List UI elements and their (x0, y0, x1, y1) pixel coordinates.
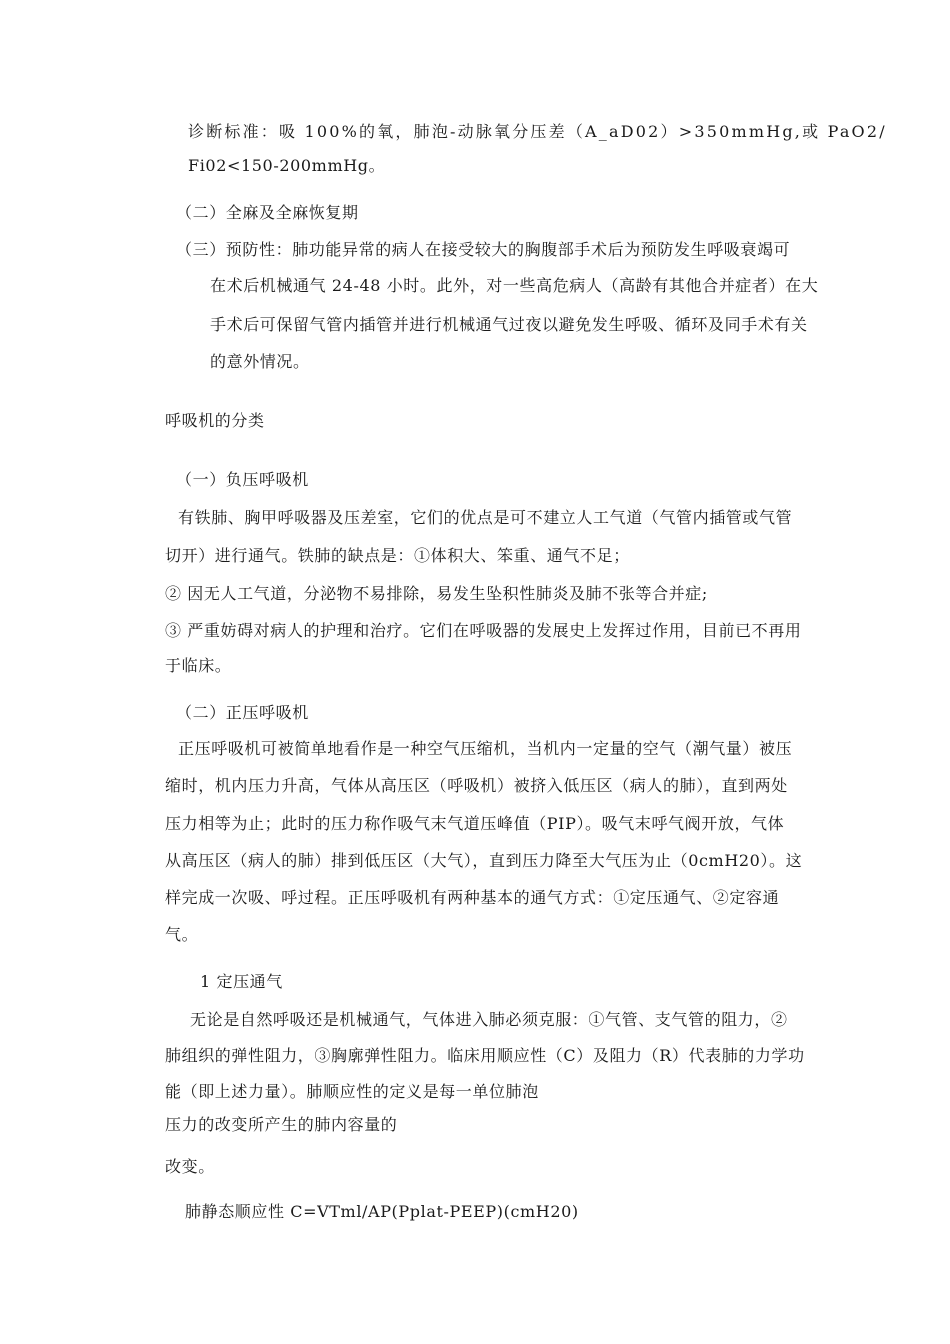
pressure-ventilation-line-5: 改变。 (165, 1157, 215, 1176)
positive-pressure-line-4: 从高压区（病人的肺）排到低压区（大气），直到压力降至大气压为止（0cmH20）。这 (165, 851, 803, 870)
positive-pressure-line-2: 缩时，机内压力升高，气体从高压区（呼吸机）被挤入低压区（病人的肺），直到两处 (165, 776, 788, 795)
pressure-ventilation-line-1: 无论是自然呼吸还是机械通气，气体进入肺必须克服：①气管、支气管的阻力，② (190, 1010, 788, 1029)
positive-pressure-heading: （二）正压呼吸机 (176, 703, 309, 722)
diagnosis-line-2: Fi02<150-200mmHg。 (188, 156, 386, 175)
positive-pressure-line-1: 正压呼吸机可被简单地看作是一种空气压缩机，当机内一定量的空气（潮气量）被压 (178, 739, 793, 758)
pressure-ventilation-heading: 1 定压通气 (200, 972, 283, 991)
negative-pressure-line-1: 有铁肺、胸甲呼吸器及压差室，它们的优点是可不建立人工气道（气管内插管或气管 (178, 508, 793, 527)
positive-pressure-line-6: 气。 (165, 925, 199, 944)
item-3-line-3: 手术后可保留气管内插管并进行机械通气过夜以避免发生呼吸、循环及同手术有关 (210, 315, 808, 334)
negative-pressure-line-2: 切开）进行通气。铁肺的缺点是：①体积大、笨重、通气不足； (165, 546, 630, 565)
item-3-line-2: 在术后机械通气 24-48 小时。此外，对一些高危病人（高龄有其他合并症者）在大 (210, 276, 819, 295)
negative-pressure-heading: （一）负压呼吸机 (176, 470, 309, 489)
item-3-line-4: 的意外情况。 (210, 352, 310, 371)
positive-pressure-line-5: 样完成一次吸、呼过程。正压呼吸机有两种基本的通气方式：①定压通气、②定容通 (165, 888, 780, 907)
positive-pressure-line-3: 压力相等为止；此时的压力称作吸气末气道压峰值（PIP）。吸气末呼气阀开放，气体 (165, 814, 785, 833)
pressure-ventilation-line-4: 压力的改变所产生的肺内容量的 (165, 1115, 398, 1134)
pressure-ventilation-line-3: 能（即上述力量）。肺顺应性的定义是每一单位肺泡 (165, 1082, 539, 1101)
negative-pressure-line-3: ② 因无人工气道，分泌物不易排除，易发生坠积性肺炎及肺不张等合并症; (165, 584, 708, 603)
diagnosis-line-1: 诊断标准：吸 100%的氧，肺泡-动脉氧分压差（A_aD02）>350mmHg,或 PaO2/ (188, 122, 887, 141)
compliance-formula: 肺静态顺应性 C=VTml/AP(Pplat-PEEP)(cmH20) (185, 1202, 579, 1221)
item-3-line-1: （三）预防性：肺功能异常的病人在接受较大的胸腹部手术后为预防发生呼吸衰竭可 (176, 240, 791, 259)
negative-pressure-line-5: 于临床。 (165, 656, 232, 675)
classification-title: 呼吸机的分类 (165, 411, 265, 430)
negative-pressure-line-4: ③ 严重妨碍对病人的护理和治疗。它们在呼吸器的发展史上发挥过作用，目前已不再用 (165, 621, 802, 640)
item-2-heading: （二）全麻及全麻恢复期 (176, 203, 359, 222)
pressure-ventilation-line-2: 肺组织的弹性阻力，③胸廓弹性阻力。临床用顺应性（C）及阻力（R）代表肺的力学功 (165, 1046, 805, 1065)
